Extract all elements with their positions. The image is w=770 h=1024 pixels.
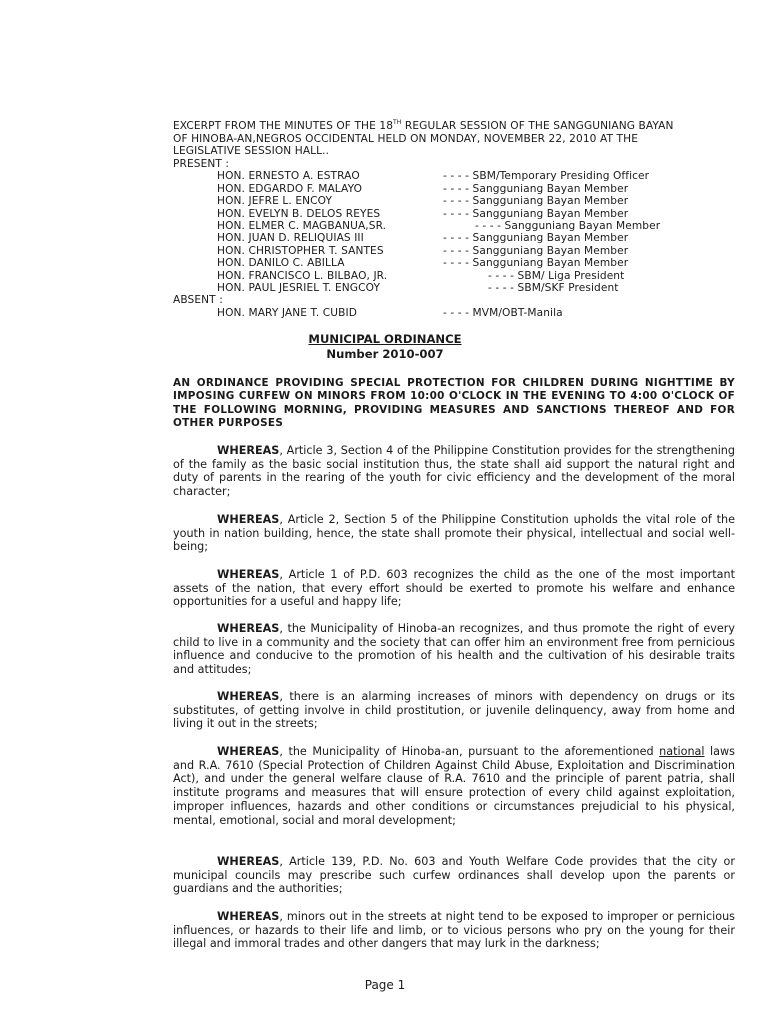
whereas-paragraph: WHEREAS, Article 3, Section 4 of the Philippine Constitution provides for the strengthening of the family as the basic social institution thus, the state shall aid support the natural right and duty of parents in the rearing of the youth for civic efficiency and the development of the moral character;: [173, 444, 735, 499]
whereas-label: WHEREAS: [217, 513, 280, 526]
ordinance-heading: MUNICIPAL ORDINANCE: [308, 332, 462, 346]
attendee-name: HON. EDGARDO F. MALAYO: [217, 182, 363, 195]
attendee-name: HON. JUAN D. RELIQUIAS III: [217, 232, 364, 245]
attendee-role: - - - - Sangguniang Bayan Member: [443, 195, 629, 208]
attendee-name: HON. CHRISTOPHER T. SANTES: [217, 244, 384, 257]
attendee-row: [173, 270, 733, 282]
attendee-role: - - - - Sangguniang Bayan Member: [443, 244, 629, 257]
minutes-header: [173, 120, 733, 319]
whereas-paragraph: WHEREAS, Article 139, P.D. No. 603 and Youth Welfare Code provides that the city or municipal councils may prescribe such curfew ordinances shall develop upon the parents or guardians and the authorities;: [173, 855, 735, 896]
attendee-name: HON. ELMER C. MAGBANUA,SR.: [217, 219, 387, 232]
attendee-role: - - - - Sangguniang Bayan Member: [443, 257, 629, 270]
absentee-role: - - - - MVM/OBT-Manila: [443, 306, 563, 319]
whereas-label: WHEREAS: [217, 444, 280, 457]
attendee-row: [173, 245, 733, 257]
attendee-row: [173, 257, 733, 269]
attendee-name: HON. JEFRE L. ENCOY: [217, 195, 333, 208]
ordinance-number: Number 2010-007: [326, 347, 444, 361]
attendee-name: HON. PAUL JESRIEL T. ENGCOY: [217, 281, 381, 294]
attendee-role: - - - - Sangguniang Bayan Member: [443, 207, 629, 220]
attendee-row: [173, 195, 733, 207]
attendee-role: - - - - SBM/ Liga President: [488, 269, 625, 282]
attendee-row: [173, 170, 733, 182]
header-line-3: LEGISLATIVE SESSION HALL..: [173, 145, 330, 158]
attendee-role: - - - - Sangguniang Bayan Member: [475, 219, 661, 232]
header-line-1: EXCERPT FROM THE MINUTES OF THE 18TH REGULAR SESSION OF THE SANGGUNIANG BAYAN: [173, 119, 674, 132]
whereas-label: WHEREAS: [217, 690, 280, 703]
absentee-row: [173, 307, 733, 319]
attendee-name: HON. ERNESTO A. ESTRAO: [217, 170, 360, 183]
attendee-name: HON. DANILO C. ABILLA: [217, 257, 345, 270]
attendee-row: [173, 183, 733, 195]
attendee-role: - - - - Sangguniang Bayan Member: [443, 182, 629, 195]
present-label: PRESENT :: [173, 157, 230, 170]
whereas-paragraph: WHEREAS, Article 2, Section 5 of the Philippine Constitution upholds the vital role of the youth in nation building, hence, the state shall promote their physical, intellectual and social well-being;: [173, 513, 735, 554]
whereas-paragraph: WHEREAS, minors out in the streets at night tend to be exposed to improper or pernicious influences, or hazards to their life and limb, or to vicious persons who pry on the young for their illegal and immoral trades and other dangers that may lurk in the darkness;: [173, 910, 735, 951]
whereas-paragraph: WHEREAS, Article 1 of P.D. 603 recognizes the child as the one of the most important assets of the nation, that every effort should be exerted to promote his welfare and enhance opportunities for a useful and happy life;: [173, 568, 735, 609]
whereas-label: WHEREAS: [217, 855, 280, 868]
underlined-word: national: [659, 745, 705, 758]
attendee-name: HON. EVELYN B. DELOS REYES: [217, 207, 381, 220]
attendee-row: [173, 232, 733, 244]
whereas-label: WHEREAS: [217, 622, 280, 635]
attendee-role: - - - - Sangguniang Bayan Member: [443, 232, 629, 245]
absent-label: ABSENT :: [173, 294, 223, 307]
whereas-label: WHEREAS: [217, 910, 280, 923]
absentee-name: HON. MARY JANE T. CUBID: [217, 306, 357, 319]
attendee-row: [173, 208, 733, 220]
ordinance-title: AN ORDINANCE PROVIDING SPECIAL PROTECTION FOR CHILDREN DURING NIGHTTIME BY IMPOSING CURFEW ON MINORS FROM 10:00 O'CLOCK IN THE EVENING TO 4:00 O'CLOCK OF THE FOLLOWING MORNING, PROVIDING MEASURES AND SANCTIONS THEREOF AND FOR OTHER PURPOSES: [173, 377, 735, 430]
attendee-row: [173, 220, 733, 232]
page-number: Page 1: [364, 978, 406, 992]
whereas-label: WHEREAS: [217, 745, 280, 758]
whereas-paragraph: WHEREAS, there is an alarming increases of minors with dependency on drugs or its substitutes, of getting involve in child prostitution, or juvenile delinquency, away from home and living it out in the streets;: [173, 690, 735, 731]
attendee-row: [173, 282, 733, 294]
header-line-2: OF HINOBA-AN,NEGROS OCCIDENTAL HELD ON MONDAY, NOVEMBER 22, 2010 AT THE: [173, 132, 638, 145]
attendee-role: - - - - SBM/SKF President: [488, 281, 619, 294]
whereas-label: WHEREAS: [217, 568, 280, 581]
whereas-paragraph: WHEREAS, the Municipality of Hinoba-an recognizes, and thus promote the right of every child to live in a community and the society that can offer him an environment free from pernicious influence and conducive to the promotion of his health and the cultivation of his desirable traits and attitudes;: [173, 622, 735, 677]
attendee-role: - - - - SBM/Temporary Presiding Officer: [443, 170, 650, 183]
whereas-paragraph: WHEREAS, the Municipality of Hinoba-an, pursuant to the aforementioned national laws and R.A. 7610 (Special Protection of Children Against Child Abuse, Exploitation and Discrimination Act), and under the general welfare clause of R.A. 7610 and the principle of parent patria, shall institute programs and measures that will ensure protection of every child against exploitation, improper influences, hazards and other conditions or circumstances prejudicial to his physical, mental, emotional, social and moral development;: [173, 745, 735, 827]
attendee-name: HON. FRANCISCO L. BILBAO, JR.: [217, 269, 388, 282]
